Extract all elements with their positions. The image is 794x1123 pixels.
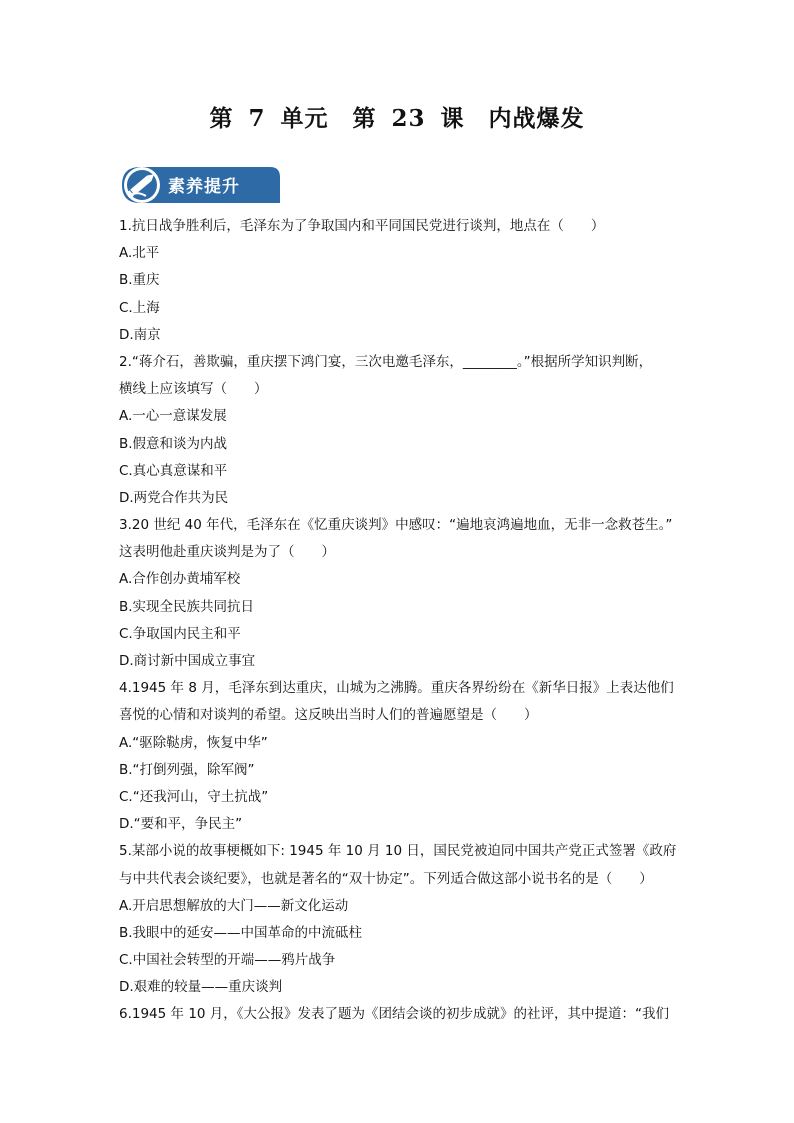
question-stem: 2.“蒋介石，善欺骗，重庆摆下鸿门宴，三次电邀毛泽东，________。”根据所学知识判断， [119, 353, 653, 370]
question-list [119, 213, 679, 1029]
question-stem: 这表明他赴重庆谈判是为了（ ） [119, 544, 335, 561]
question-stem: 4.1945 年 8 月，毛泽东到达重庆，山城为之沸腾。重庆各界纷纷在《新华日报》上表达他们 [119, 680, 674, 697]
answer-option: A.合作创办黄埔军校 [119, 571, 241, 588]
question-stem: 横线上应该填写（ ） [119, 381, 268, 398]
question-3 [119, 512, 679, 675]
question-6 [119, 1001, 679, 1028]
question-stem: 1.抗日战争胜利后，毛泽东为了争取国内和平同国民党进行谈判，地点在（ ） [119, 218, 605, 234]
answer-option: D.两党合作共为民 [119, 489, 229, 506]
question-2 [119, 349, 679, 512]
answer-option: B.假意和谈为内战 [119, 435, 228, 452]
answer-option: D.南京 [119, 326, 161, 343]
answer-option: B.实现全民族共同抗日 [119, 598, 255, 615]
answer-option: B.“打倒列强，除军阀” [119, 761, 255, 778]
pencil-icon [120, 163, 164, 207]
question-4 [119, 675, 679, 838]
answer-option: C.上海 [119, 299, 160, 316]
answer-option: B.我眼中的延安——中国革命的中流砥柱 [119, 924, 363, 941]
section-badge [120, 163, 282, 205]
question-stem: 6.1945 年 10 月，《大公报》发表了题为《团结会谈的初步成就》的社评，其中提道：“我们 [119, 1006, 670, 1023]
answer-option: C.争取国内民主和平 [119, 625, 241, 642]
answer-option: A.“驱除鞑虏，恢复中华” [119, 734, 268, 751]
section-label: 素养提升 [168, 177, 240, 197]
answer-option: A.北平 [119, 245, 160, 262]
question-5 [119, 838, 679, 1001]
answer-option: D.艰难的较量——重庆谈判 [119, 979, 283, 996]
question-stem: 与中共代表会谈纪要》，也就是著名的“双十协定”。下列适合做这部小说书名的是（ ） [119, 870, 653, 887]
question-stem: 喜悦的心情和对谈判的希望。这反映出当时人们的普遍愿望是（ ） [119, 707, 538, 724]
question-1 [119, 213, 679, 349]
question-stem: 5.某部小说的故事梗概如下: 1945 年 10 月 10 日，国民党被迫同中国共产党正式签署《政府 [119, 843, 677, 860]
answer-option: C.中国社会转型的开端——鸦片战争 [119, 952, 336, 969]
answer-option: B.重庆 [119, 272, 160, 289]
answer-option: A.一心一意谋发展 [119, 408, 227, 425]
answer-option: C.“还我河山，守土抗战” [119, 788, 269, 805]
answer-option: C.真心真意谋和平 [119, 462, 228, 479]
page-title: 第 7 单元 第 23 课 内战爆发 [209, 105, 585, 132]
answer-option: D.“要和平，争民主” [119, 816, 243, 833]
answer-option: D.商讨新中国成立事宜 [119, 653, 256, 669]
question-stem: 3.20 世纪 40 年代，毛泽东在《忆重庆谈判》中感叹：“遍地哀鸿遍地血，无非一念救苍生。” [119, 517, 673, 534]
answer-option: A.开启思想解放的大门——新文化运动 [119, 897, 349, 914]
